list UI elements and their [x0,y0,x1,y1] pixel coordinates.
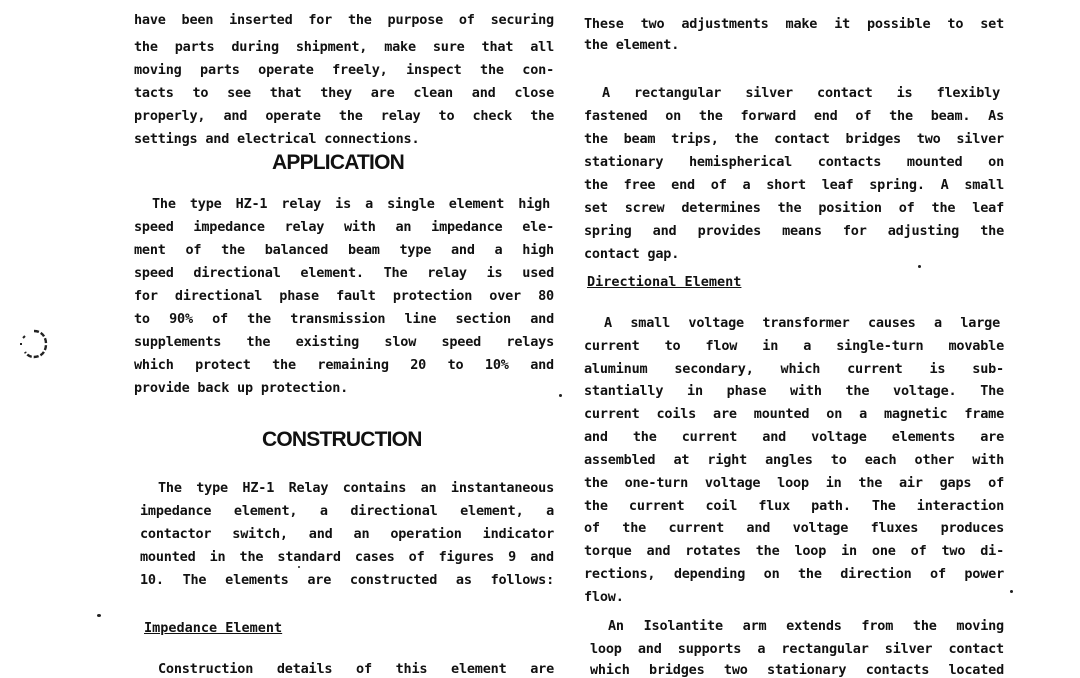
text-line: Construction details of this element are [158,661,554,677]
punch-hole-mark [20,328,48,360]
text-line: the free end of a short leaf spring. A small [584,177,1004,193]
text-line: current coils are mounted on a magnetic frame [584,406,1004,422]
text-line: The type HZ-1 Relay contains an instantaneous [158,480,554,496]
impedance-element-subheading: Impedance Element [144,620,283,636]
text-line: which bridges two stationary contacts located [590,662,1004,678]
scan-speck [97,614,101,617]
text-line: which protect the remaining 20 to 10% and [134,357,554,373]
text-line: and the current and voltage elements are [584,429,1004,445]
text-line: These two adjustments make it possible to set [584,16,1004,32]
text-line: The type HZ-1 relay is a single element high [152,196,550,212]
text-line: for directional phase fault protection over 80 [134,288,554,304]
text-line: 10. The elements are constructed as follows: [140,572,554,588]
text-line: contact gap. [584,246,680,262]
text-line: have been inserted for the purpose of securing [134,12,554,28]
text-line: tacts to see that they are clean and close [134,85,554,101]
text-line: torque and rotates the loop in one of two di- [584,543,1004,559]
construction-heading: CONSTRUCTION [262,428,422,451]
text-line: the one-turn voltage loop in the air gaps of [584,475,1004,491]
text-line: assembled at right angles to each other with [584,452,1004,468]
text-line: aluminum secondary, which current is sub- [584,361,1004,377]
text-line: properly, and operate the relay to check the [134,108,554,124]
text-line: speed directional element. The relay is used [134,265,554,281]
text-line: set screw determines the position of the leaf [584,200,1004,216]
application-heading: APPLICATION [272,151,404,174]
directional-element-subheading: Directional Element [587,274,742,290]
text-line: current to flow in a single-turn movable [584,338,1004,354]
text-line: spring and provides means for adjusting the [584,223,1004,239]
text-line: flow. [584,589,624,605]
text-line: provide back up protection. [134,380,349,396]
text-line: supplements the existing slow speed relays [134,334,554,350]
text-line: impedance element, a directional element, a [140,503,554,519]
text-line: speed impedance relay with an impedance ele- [134,219,554,235]
text-line: A rectangular silver contact is flexibly [602,85,1000,101]
text-line: rections, depending on the direction of power [584,566,1004,582]
text-line: contactor switch, and an operation indicator [140,526,554,542]
scan-speck [1010,590,1013,593]
text-line: A small voltage transformer causes a large [604,315,1000,331]
text-line: fastened on the forward end of the beam. As [584,108,1004,124]
text-line: moving parts operate freely, inspect the con- [134,62,554,78]
scan-speck [559,394,562,397]
text-line: ment of the balanced beam type and a high [134,242,554,258]
text-line: the beam trips, the contact bridges two silver [584,131,1004,147]
text-line: the element. [584,37,680,53]
text-line: An Isolantite arm extends from the moving [608,618,1004,634]
text-line: loop and supports a rectangular silver contact [590,641,1004,657]
scan-speck [918,265,921,268]
text-line: the parts during shipment, make sure that all [134,39,554,55]
text-line: settings and electrical connections. [134,131,420,147]
text-line: stationary hemispherical contacts mounted on [584,154,1004,170]
text-line: the current coil flux path. The interaction [584,498,1004,514]
text-line: stantially in phase with the voltage. The [584,383,1004,399]
scan-speck [298,566,300,568]
text-line: of the current and voltage fluxes produces [584,520,1004,536]
text-line: mounted in the standard cases of figures 9 and [140,549,554,565]
text-line: to 90% of the transmission line section and [134,311,554,327]
